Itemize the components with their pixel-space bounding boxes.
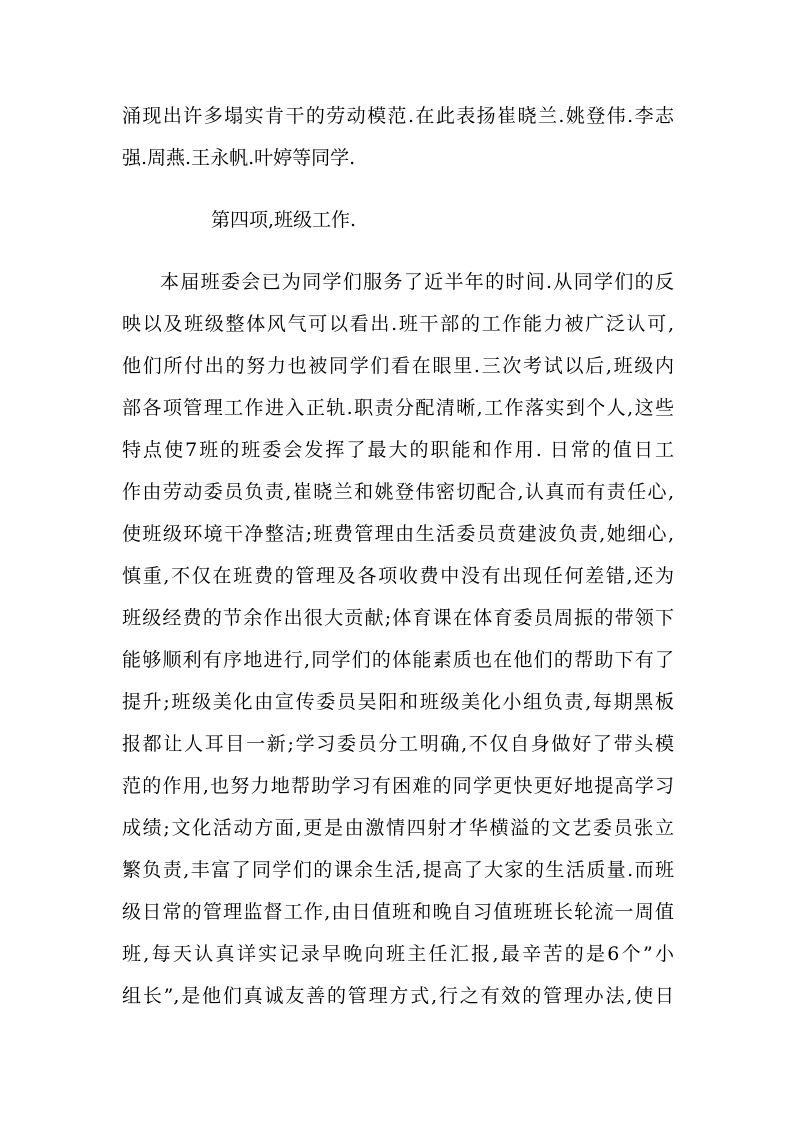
body-line-8: 慎重,不仅在班费的管理及各项收费中没有出现任何差错,还为 <box>122 565 674 587</box>
body-line-1: 本届班委会已为同学们服务了近半年的时间.从同学们的反 <box>160 271 674 293</box>
body-line-12: 报都让人耳目一新;学习委员分工明确,不仅自身做好了带头模 <box>122 733 674 755</box>
body-line-6: 作由劳动委员负责,崔晓兰和姚登伟密切配合,认真而有责任心, <box>122 481 674 503</box>
body-line-18: 组长”,是他们真诚友善的管理方式,行之有效的管理办法,使日 <box>122 985 674 1007</box>
body-line-16: 级日常的管理监督工作,由日值班和晚自习值班班长轮流一周值 <box>122 901 674 923</box>
body-line-4: 部各项管理工作进入正轨.职责分配清晰,工作落实到个人,这些 <box>122 397 674 419</box>
body-line-13: 范的作用,也努力地帮助学习有困难的同学更快更好地提高学习 <box>122 775 674 797</box>
body-line-7: 使班级环境干净整洁;班费管理由生活委员贲建波负责,她细心, <box>122 523 674 545</box>
section-heading: 第四项,班级工作. <box>211 209 357 231</box>
body-line-2: 映以及班级整体风气可以看出.班干部的工作能力被广泛认可, <box>122 313 674 335</box>
body-line-3: 他们所付出的努力也被同学们看在眼里.三次考试以后,班级内 <box>122 355 674 377</box>
body-line-10: 能够顺利有序地进行,同学们的体能素质也在他们的帮助下有了 <box>122 649 674 671</box>
body-line-9: 班级经费的节余作出很大贡献;体育课在体育委员周振的带领下 <box>122 607 674 629</box>
body-line-5: 特点使7班的班委会发挥了最大的职能和作用. 日常的值日工 <box>122 439 674 461</box>
body-line-17: 班,每天认真详实记录早晚向班主任汇报,最辛苦的是6个”小 <box>122 943 674 965</box>
body-line-15: 繁负责,丰富了同学们的课余生活,提高了大家的生活质量.而班 <box>122 859 674 881</box>
paragraph-line-2: 强.周燕.王永帆.叶婷等同学. <box>122 147 356 169</box>
body-line-11: 提升;班级美化由宣传委员吴阳和班级美化小组负责,每期黑板 <box>122 691 674 713</box>
body-line-14: 成绩;文化活动方面,更是由激情四射才华横溢的文艺委员张立 <box>122 817 674 839</box>
paragraph-line-1: 涌现出许多塌实肯干的劳动模范.在此表扬崔晓兰.姚登伟.李志 <box>122 105 674 127</box>
